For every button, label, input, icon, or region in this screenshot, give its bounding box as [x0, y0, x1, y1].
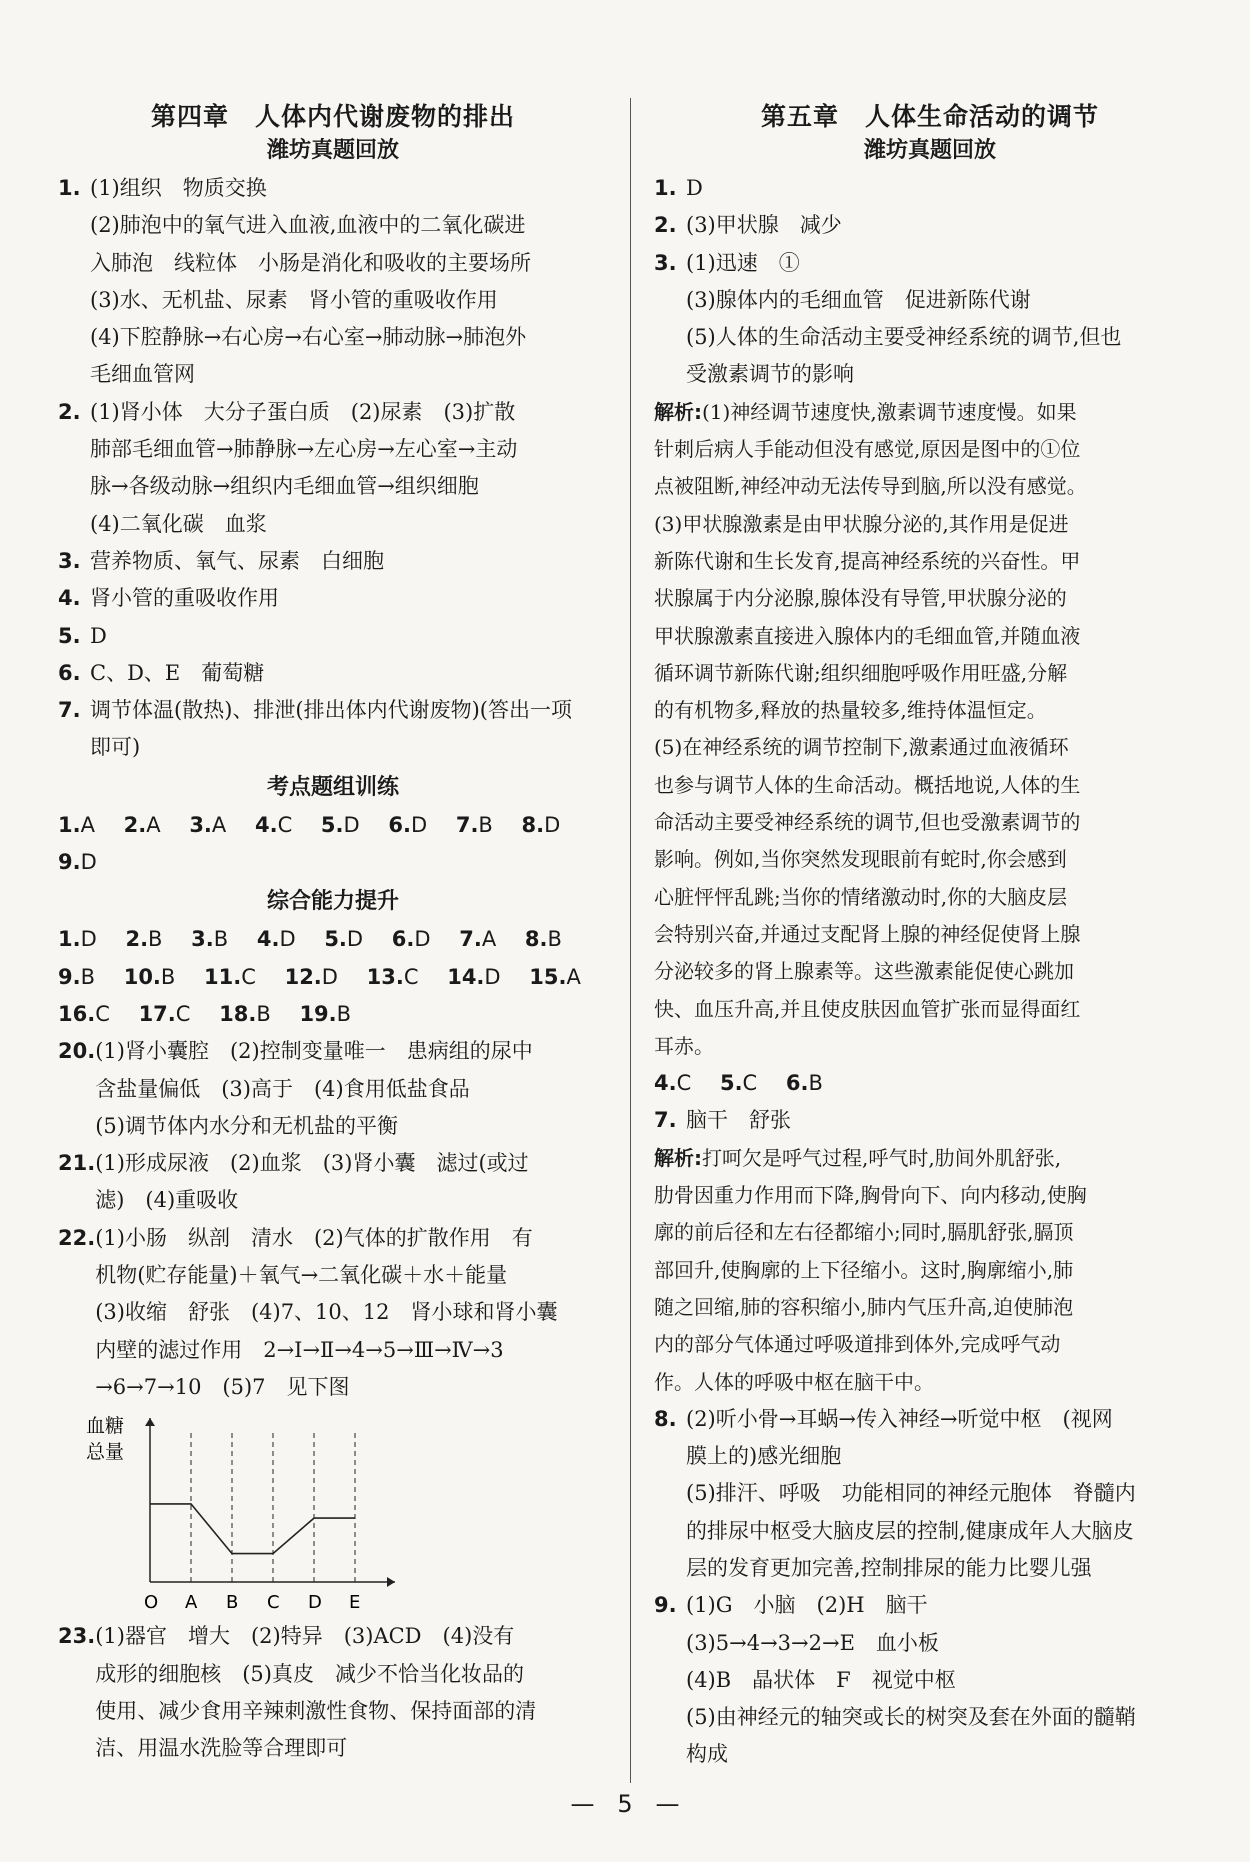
analysis-line: 随之回缩,肺的容积缩小,肺内气压升高,迫使肺泡 [654, 1294, 1074, 1319]
answer-line: D [90, 623, 107, 648]
answer-item [58, 618, 608, 655]
answer-line: (4)下腔静脉→右心房→右心室→肺动脉→肺泡外 [90, 325, 527, 350]
graph-y-arrow [145, 1418, 155, 1426]
answer-line: (2)肺泡中的氧气进入血液,血液中的二氧化碳进 [90, 213, 526, 238]
analysis-line: 打呵欠是呼气过程,呼气时,肋间外肌舒张, [702, 1145, 1062, 1170]
analysis-line: 快、血压升高,并且使皮肤因血管扩张而显得面红 [654, 996, 1081, 1021]
answer-item [654, 245, 1206, 394]
answer-line: 的排尿中枢受大脑皮层的控制,健康成年人大脑皮 [686, 1518, 1134, 1543]
analysis-label: 解析: [654, 1145, 702, 1170]
analysis-line: 部回升,使胸廓的上下径缩小。这时,胸廓缩小,肺 [654, 1257, 1074, 1282]
chapter-5-title: 第五章 人体生命活动的调节 [760, 102, 1099, 131]
answer-line: (4)二氧化碳 血浆 [90, 511, 267, 536]
analysis-line: 点被阻断,神经冲动无法传导到脑,所以没有感觉。 [654, 474, 1087, 499]
graph-ylabel-2: 总量 [86, 1441, 125, 1464]
analysis-line: 会特别兴奋,并通过支配肾上腺的神经促使肾上腺 [654, 921, 1081, 946]
answer-item [58, 580, 608, 617]
answer-line: (3)收缩 舒张 (4)7、10、12 肾小球和肾小囊 [95, 1300, 558, 1325]
graph-x-tick-label: A [185, 1592, 198, 1613]
answer-item [58, 1145, 608, 1220]
answer-item [58, 394, 608, 543]
answer-line: (5)排汗、呼吸 功能相同的神经元胞体 脊髓内 [686, 1481, 1136, 1506]
analysis-line: 内的部分气体通过呼吸道排到体外,完成呼气动 [654, 1332, 1061, 1357]
answer-line: 即可) [90, 735, 141, 760]
answer-line: (1)肾小囊腔 (2)控制变量唯一 患病组的尿中 [95, 1039, 533, 1064]
answer-line: 构成 [686, 1742, 728, 1767]
answer-line: 使用、减少食用辛辣刺激性食物、保持面部的清 [95, 1698, 537, 1723]
graph-x-arrow [387, 1577, 395, 1587]
answer-item [58, 655, 608, 692]
section-title: 考点题组训练 [266, 774, 399, 800]
answer-line: (3)水、无机盐、尿素 肾小管的重吸收作用 [90, 287, 498, 312]
answer-line: 调节体温(散热)、排泄(排出体内代谢废物)(答出一项 [90, 698, 572, 723]
answer-line: C、D、E 葡萄糖 [90, 660, 265, 685]
choice-answers-row: 9.D [58, 850, 97, 875]
item-number: 20. [58, 1039, 96, 1064]
item-number: 21. [58, 1151, 96, 1176]
answer-line: (5)人体的生命活动主要受神经系统的调节,但也 [686, 325, 1122, 350]
analysis-line: 状腺属于内分泌腺,腺体没有导管,甲状腺分泌的 [654, 586, 1067, 611]
analysis-line: 作。人体的呼吸中枢在脑干中。 [654, 1369, 934, 1394]
answer-line: (3)甲状腺 减少 [686, 213, 842, 238]
answer-line: 膜上的)感光细胞 [686, 1444, 842, 1469]
item-number: 4. [58, 586, 81, 611]
analysis-line: 心脏怦怦乱跳;当你的情绪激动时,你的大脑皮层 [654, 884, 1068, 909]
answer-line: (3)5→4→3→2→E 血小板 [686, 1630, 939, 1655]
answer-line: D [686, 176, 703, 200]
answer-line: (1)形成尿液 (2)血浆 (3)肾小囊 滤过(或过 [95, 1151, 529, 1176]
graph-line [150, 1504, 355, 1554]
answer-item [654, 1401, 1206, 1587]
answer-line: 洁、用温水洗脸等合理即可 [95, 1736, 348, 1761]
choice-answers-row: 9.B 10.B 11.C 12.D 13.C 14.D 15.A [58, 964, 581, 989]
answer-line: (2)听小骨→耳蜗→传入神经→听觉中枢 (视网 [686, 1406, 1113, 1431]
choice-answers-row: 16.C 17.C 18.B 19.B [58, 1001, 352, 1026]
item-number: 7. [58, 698, 81, 723]
section-title: 综合能力提升 [266, 889, 399, 915]
answer-line: 含盐量偏低 (3)高于 (4)食用低盐食品 [95, 1076, 470, 1101]
graph-x-tick-label: O [144, 1592, 159, 1613]
right-column [654, 100, 1206, 1774]
analysis-line: 的有机物多,释放的热量较多,维持体温恒定。 [654, 698, 1047, 723]
analysis-line: 甲状腺激素直接进入腺体内的毛细血管,并随血液 [654, 623, 1081, 648]
page-number: — 5 — [570, 1790, 680, 1818]
analysis-line: 肋骨因重力作用而下降,胸骨向下、向内移动,使胸 [654, 1183, 1087, 1208]
answer-line: 脑干 舒张 [686, 1108, 791, 1133]
item-number: 8. [654, 1406, 677, 1431]
analysis-line: 针刺后病人手能动但没有感觉,原因是图中的①位 [654, 437, 1081, 462]
answer-line: 机物(贮存能量)＋氧气→二氧化碳＋水＋能量 [95, 1263, 508, 1288]
analysis-line: 也参与调节人体的生命活动。概括地说,人体的生 [654, 772, 1081, 797]
answer-line: (5)调节体内水分和无机盐的平衡 [95, 1113, 398, 1138]
analysis-label: 解析: [654, 399, 702, 424]
item-number: 7. [654, 1108, 677, 1133]
item-number: 2. [654, 213, 677, 238]
answer-line: 毛细血管网 [90, 362, 195, 387]
item-number: 2. [58, 399, 81, 424]
item-number: 3. [58, 548, 81, 573]
analysis-line: (5)在神经系统的调节控制下,激素通过血液循环 [654, 735, 1069, 760]
section-title: 潍坊真题回放 [863, 138, 996, 163]
graph-ylabel-1: 血糖 [86, 1415, 125, 1438]
answer-line: (1)小肠 纵剖 清水 (2)气体的扩散作用 有 [95, 1225, 533, 1250]
analysis-line: (3)甲状腺激素是由甲状腺分泌的,其作用是促进 [654, 511, 1069, 536]
analysis-line: 影响。例如,当你突然发现眼前有蛇时,你会感到 [654, 847, 1067, 872]
answer-line: 肾小管的重吸收作用 [90, 586, 279, 611]
answer-line: 入肺泡 线粒体 小肠是消化和吸收的主要场所 [90, 250, 531, 275]
answer-item [58, 170, 608, 394]
item-number: 22. [58, 1225, 96, 1250]
answer-line: 滤) (4)重吸收 [95, 1188, 239, 1213]
answer-item [654, 207, 1206, 244]
analysis-line: (1)神经调节速度快,激素调节速度慢。如果 [702, 399, 1077, 424]
item-number: 5. [58, 623, 81, 648]
answer-item [58, 543, 608, 580]
item-number: 1. [654, 176, 677, 200]
answer-line: (4)B 晶状体 F 视觉中枢 [686, 1667, 956, 1692]
answer-line: 内壁的滤过作用 2→Ⅰ→Ⅱ→4→5→Ⅲ→Ⅳ→3 [95, 1337, 504, 1362]
item-number: 9. [654, 1593, 677, 1618]
column-divider [630, 98, 631, 1783]
answer-item [58, 1618, 608, 1767]
answer-item [58, 692, 608, 767]
answer-line: (1)器官 增大 (2)特异 (3)ACD (4)没有 [95, 1624, 515, 1649]
analysis-line: 循环调节新陈代谢;组织细胞呼吸作用旺盛,分解 [654, 660, 1068, 685]
graph-x-tick-label: D [308, 1592, 322, 1613]
analysis-block [654, 1140, 1206, 1401]
graph-x-tick-label: E [349, 1592, 361, 1613]
answer-item [58, 1220, 608, 1406]
answer-line: (5)由神经元的轴突或长的树突及套在外面的髓鞘 [686, 1705, 1136, 1730]
left-column [58, 100, 608, 1767]
answer-line: 受激素调节的影响 [686, 362, 854, 387]
answer-line: (1)迅速 ① [686, 250, 800, 275]
answer-line: 肺部毛细血管→肺静脉→左心房→左心室→主动 [90, 437, 518, 462]
item-number: 6. [58, 660, 81, 685]
analysis-line: 廓的前后径和左右径都缩小;同时,膈肌舒张,膈顶 [654, 1220, 1074, 1245]
answer-line: →6→7→10 (5)7 见下图 [95, 1374, 350, 1399]
analysis-line: 分泌较多的肾上腺素等。这些激素能促使心跳加 [654, 959, 1074, 984]
item-number: 1. [58, 176, 81, 200]
answer-line: (3)腺体内的毛细血管 促进新陈代谢 [686, 287, 1031, 312]
answer-item [654, 170, 1206, 207]
answer-line: (1)组织 物质交换 [90, 176, 267, 200]
analysis-block [654, 394, 1206, 1065]
answer-line: 成形的细胞核 (5)真皮 减少不恰当化妆品的 [95, 1661, 524, 1686]
answer-line: 脉→各级动脉→组织内毛细血管→组织细胞 [90, 474, 479, 499]
item-number: 3. [654, 250, 677, 275]
graph-x-tick-label: B [226, 1592, 239, 1613]
choice-answers-row: 1.D 2.B 3.B 4.D 5.D 6.D 7.A 8.B [58, 927, 562, 952]
answer-line: (1)G 小脑 (2)H 脑干 [686, 1593, 928, 1618]
answer-item [654, 1102, 1206, 1139]
graph-x-tick-label: C [267, 1592, 280, 1613]
answer-line: 营养物质、氧气、尿素 白细胞 [90, 548, 384, 573]
answer-item [654, 1587, 1206, 1773]
section-title: 潍坊真题回放 [266, 138, 399, 163]
answer-line: (1)肾小体 大分子蛋白质 (2)尿素 (3)扩散 [90, 399, 516, 424]
answer-item [58, 1033, 608, 1145]
answer-line: 层的发育更加完善,控制排尿的能力比婴儿强 [686, 1555, 1092, 1580]
choice-answers-row: 1.A 2.A 3.A 4.C 5.D 6.D 7.B 8.D [58, 812, 561, 837]
blood-sugar-graph [58, 1410, 608, 1612]
item-number: 23. [58, 1624, 96, 1649]
blood-sugar-graph-svg [58, 1410, 438, 1612]
analysis-line: 命活动主要受神经系统的调节,但也受激素调节的 [654, 810, 1081, 835]
chapter-4-title: 第四章 人体内代谢废物的排出 [150, 102, 515, 131]
analysis-line: 新陈代谢和生长发育,提高神经系统的兴奋性。甲 [654, 548, 1081, 573]
choice-answers-row: 4.C 5.C 6.B [654, 1071, 823, 1096]
analysis-line: 耳赤。 [654, 1033, 714, 1058]
